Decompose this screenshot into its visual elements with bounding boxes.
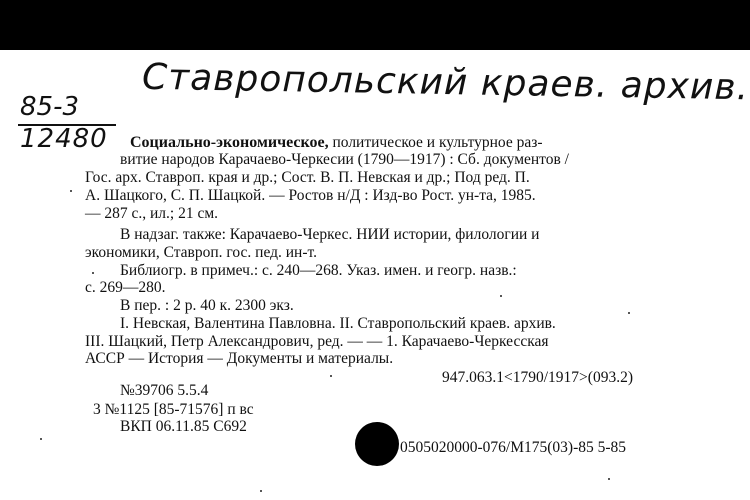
dust-speck xyxy=(40,438,42,440)
card-line: I. Невская, Валентина Павловна. II. Ставропольский краев. архив. xyxy=(120,315,556,332)
registration-number: №39706 5.5.4 xyxy=(120,382,209,399)
catalog-card xyxy=(0,50,750,500)
vkp-code: ВКП 06.11.85 С692 xyxy=(120,418,247,435)
card-line: с. 269—280. xyxy=(85,279,166,296)
card-line: Библиогр. в примеч.: с. 240—268. Указ. имен. и геогр. назв.: xyxy=(120,262,517,279)
dust-speck xyxy=(330,375,332,377)
card-line: В надзаг. также: Карачаево-Черкес. НИИ истории, филологии и xyxy=(120,226,540,243)
handwritten-archive-note: Ставропольский краев. архив. xyxy=(141,56,750,109)
order-code: 3 №1125 [85-71576] п вс xyxy=(93,401,254,418)
card-line: III. Шацкий, Петр Александрович, ред. — — 1. Карачаево-Черкесская xyxy=(85,333,549,350)
handwritten-shelf-mark: 85-3 xyxy=(20,92,80,122)
card-title-continuation: политическое и культурное раз- xyxy=(332,134,543,151)
card-title-line xyxy=(130,134,543,151)
card-line: В пер. : 2 р. 40 к. 2300 экз. xyxy=(120,297,294,314)
card-line: — 287 с., ил.; 21 см. xyxy=(85,205,219,222)
card-line: А. Шацкого, С. П. Шацкой. — Ростов н/Д : Изд-во Рост. ун-та, 1985. xyxy=(85,187,536,204)
card-line: витие народов Карачаево-Черкесии (1790—1917) : Сб. документов / xyxy=(120,151,569,168)
ink-smudge xyxy=(355,422,399,466)
card-line: экономики, Ставроп. гос. пед. ин-т. xyxy=(85,244,317,261)
dust-speck xyxy=(608,478,610,480)
dust-speck xyxy=(70,190,72,192)
card-title: Социально-экономическое, xyxy=(130,134,329,151)
dust-speck xyxy=(92,272,94,274)
dust-speck xyxy=(628,312,630,314)
publisher-code: 0505020000-076/М175(03)-85 5-85 xyxy=(400,439,627,456)
card-line: АССР — История — Документы и материалы. xyxy=(85,350,394,367)
dust-speck xyxy=(500,295,502,297)
handwritten-inventory-number: 12480 xyxy=(20,124,108,154)
dust-speck xyxy=(260,490,262,492)
classification-code: 947.063.1<1790/1917>(093.2) xyxy=(442,369,633,386)
card-line: Гос. арх. Ставроп. края и др.; Сост. В. П. Невская и др.; Под ред. П. xyxy=(85,169,530,186)
